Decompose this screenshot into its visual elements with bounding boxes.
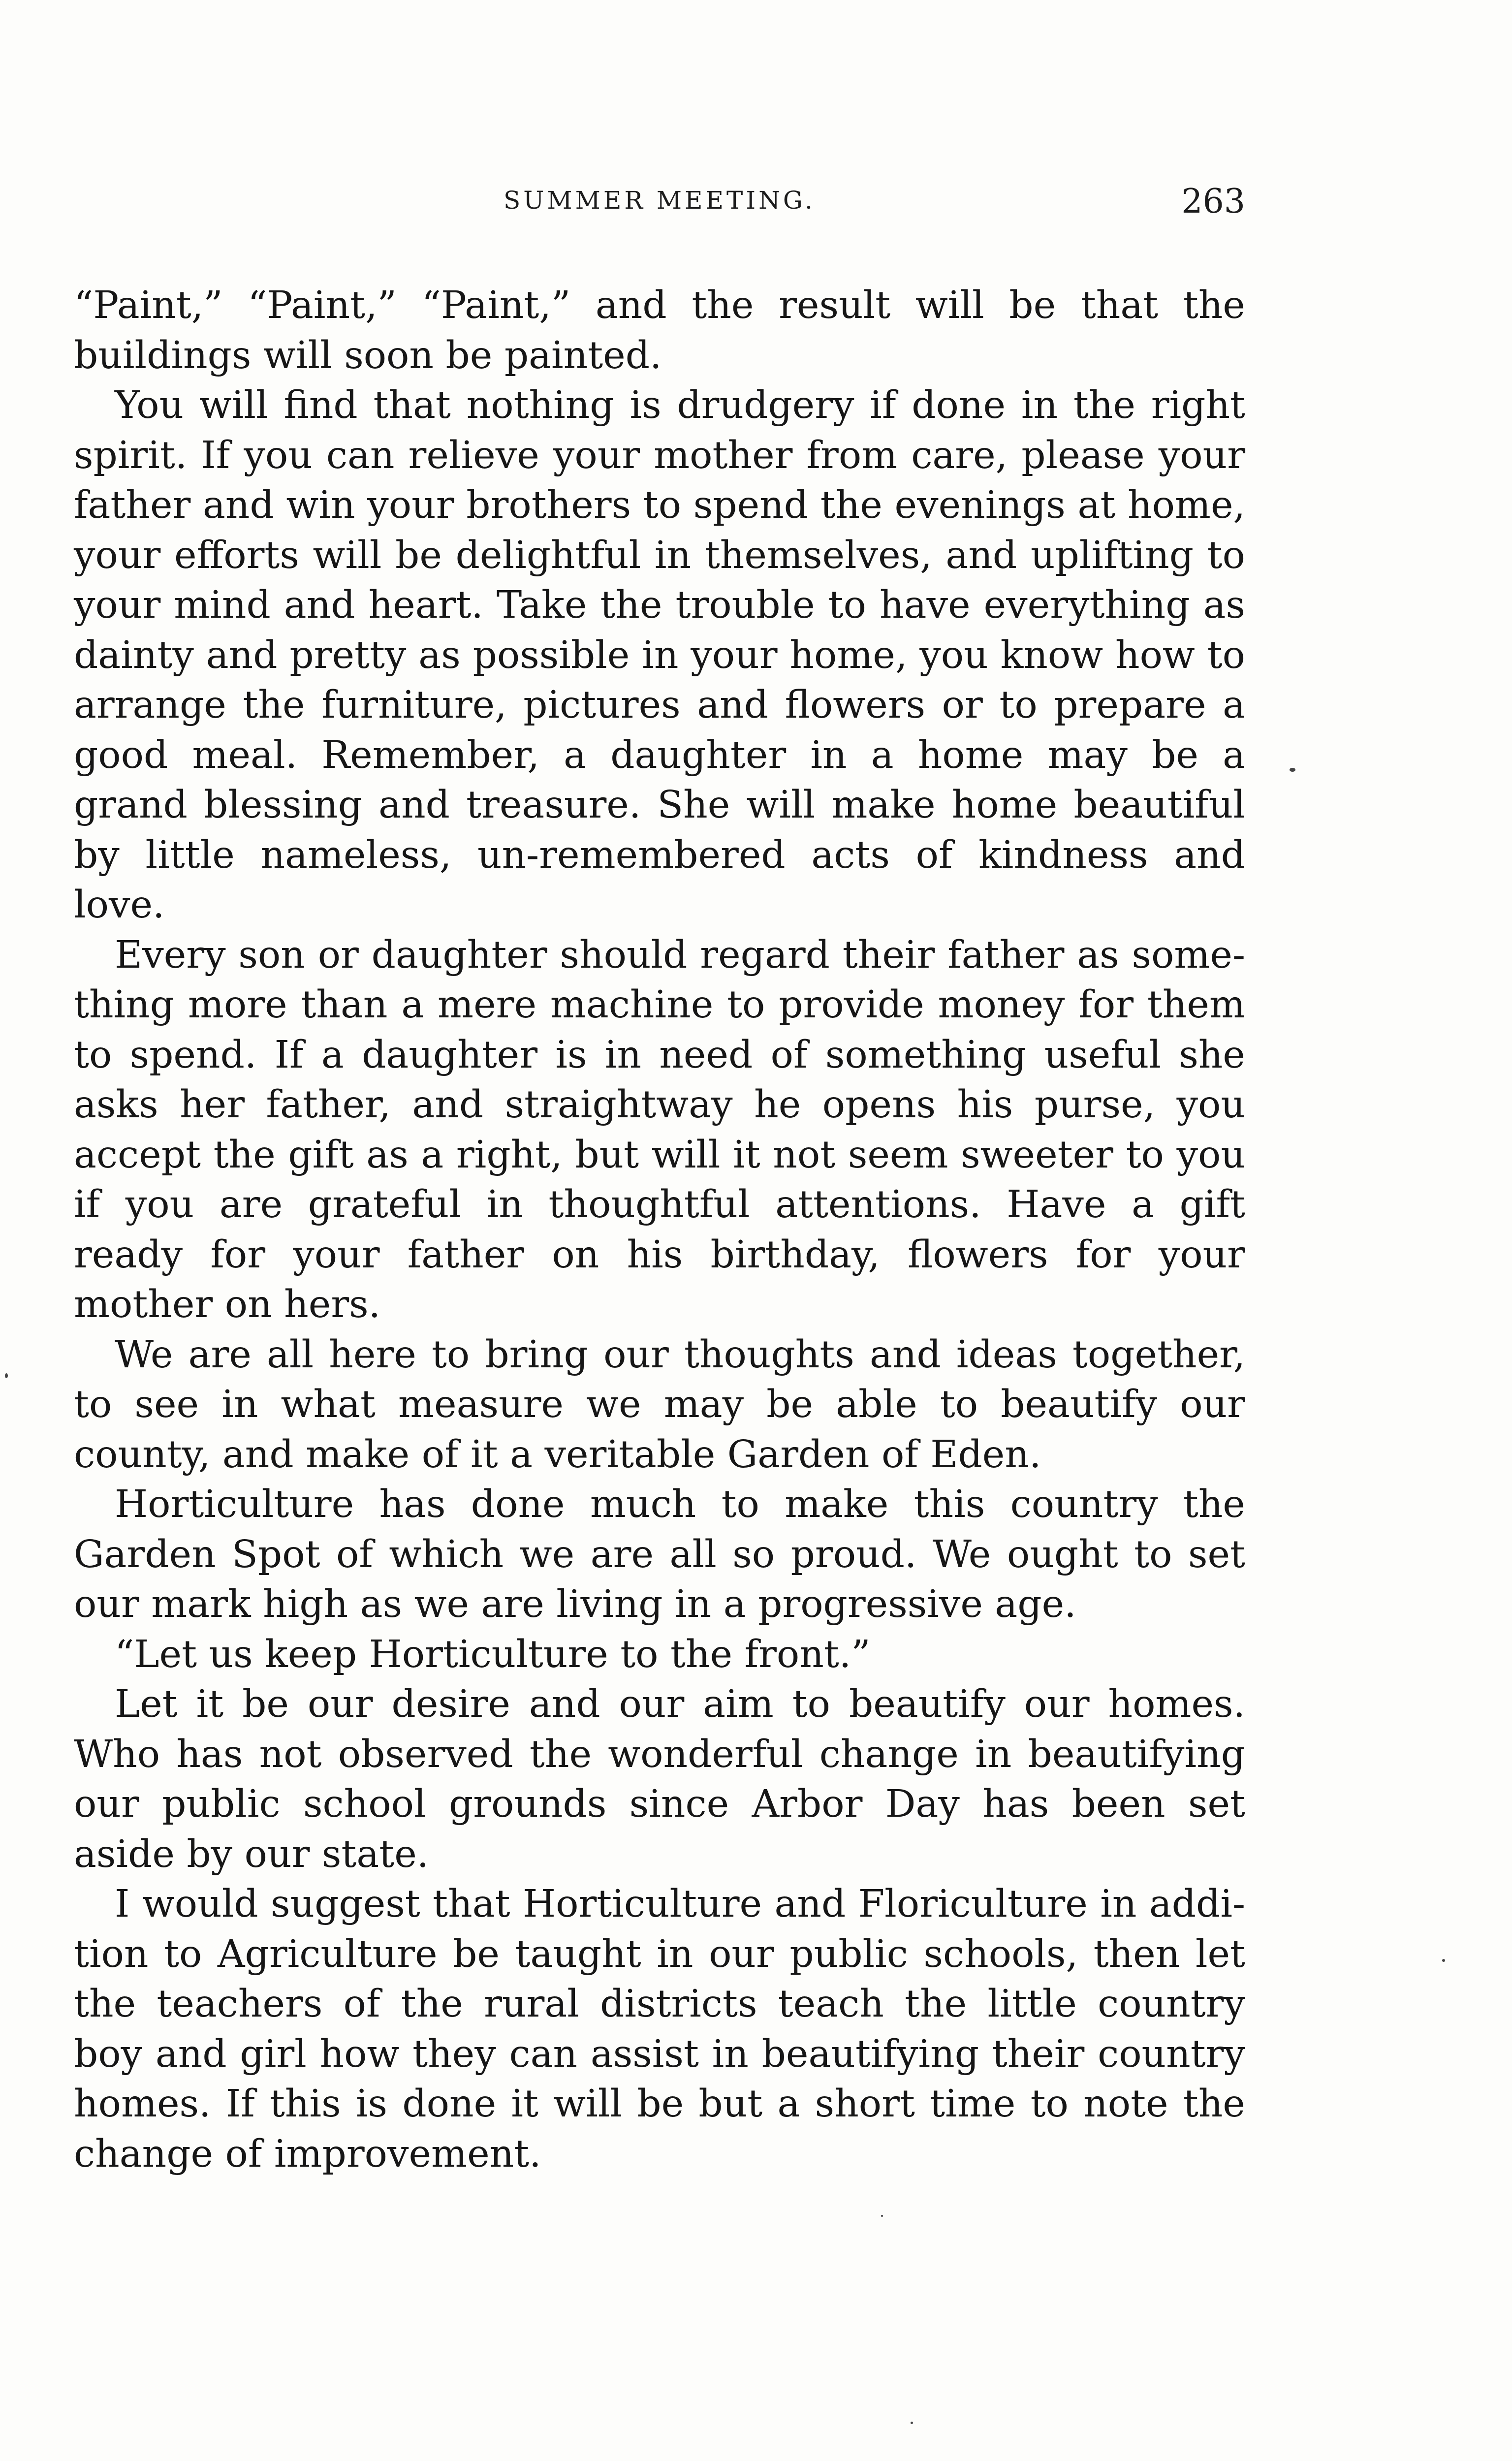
scan-speck — [5, 1373, 8, 1378]
scan-speck — [1442, 1959, 1445, 1962]
body-text — [74, 281, 1245, 2179]
paragraph-8: I would suggest that Horticulture and Floriculture in addi-tion to Agriculture be taught in our public schools, then let the teachers of the rural districts teach the little country boy and girl how they can assist in beautifying their country homes. If this is done it will be but a short time to note the change of improvement. — [74, 1882, 1245, 2176]
running-title: SUMMER MEETING. — [504, 186, 816, 215]
paragraph-6: “Let us keep Horticulture to the front.” — [115, 1632, 871, 1676]
scan-speck — [1290, 768, 1295, 772]
paragraph-2: You will find that nothing is drudgery if done in the right spirit. If you can relieve your mother from care, please your father and win your brothers to spend the evenings at home, your efforts will be delightful in themselves, and uplifting to your mind and heart. Take the trouble to have everything as dainty and pretty as possible in your home, you know how to arrange the furniture, pictures and flowers or to prepare a good meal. Remember, a daughter in a home may be a grand blessing and treasure. She will make home beautiful by little nameless, un-remembered acts of kindness and love. — [74, 383, 1245, 927]
scan-speck — [881, 2215, 883, 2217]
paragraph-4: We are all here to bring our thoughts and ideas together, to see in what measure we may be able to beautify our county, and make of it a veritable Garden of Eden. — [74, 1332, 1245, 1477]
paragraph-1: “Paint,” “Paint,” “Paint,” and the result will be that the buildings will soon be painted. — [74, 284, 1245, 378]
paragraph-7: Let it be our desire and our aim to beautify our homes. Who has not observed the wonderful change in beautifying our public school grounds since Arbor Day has been set aside by our state. — [74, 1682, 1245, 1876]
running-head — [74, 182, 1245, 236]
paragraph-5: Horticulture has done much to make this country the Garden Spot of which we are all so proud. We ought to set our mark high as we are living in a progressive age. — [74, 1483, 1245, 1626]
page-number: 263 — [1181, 182, 1245, 221]
paragraph-3: Every son or daughter should regard their father as some-thing more than a mere machine to provide money for them to spend. If a daughter is in need of something useful she asks her father, and straightway he opens his purse, you accept the gift as a right, but will it not seem sweeter to you if you are grateful in thoughtful attentions. Have a gift ready for your father on his birthday, flowers for your mother on hers. — [74, 933, 1245, 1326]
scan-speck — [911, 2422, 913, 2424]
